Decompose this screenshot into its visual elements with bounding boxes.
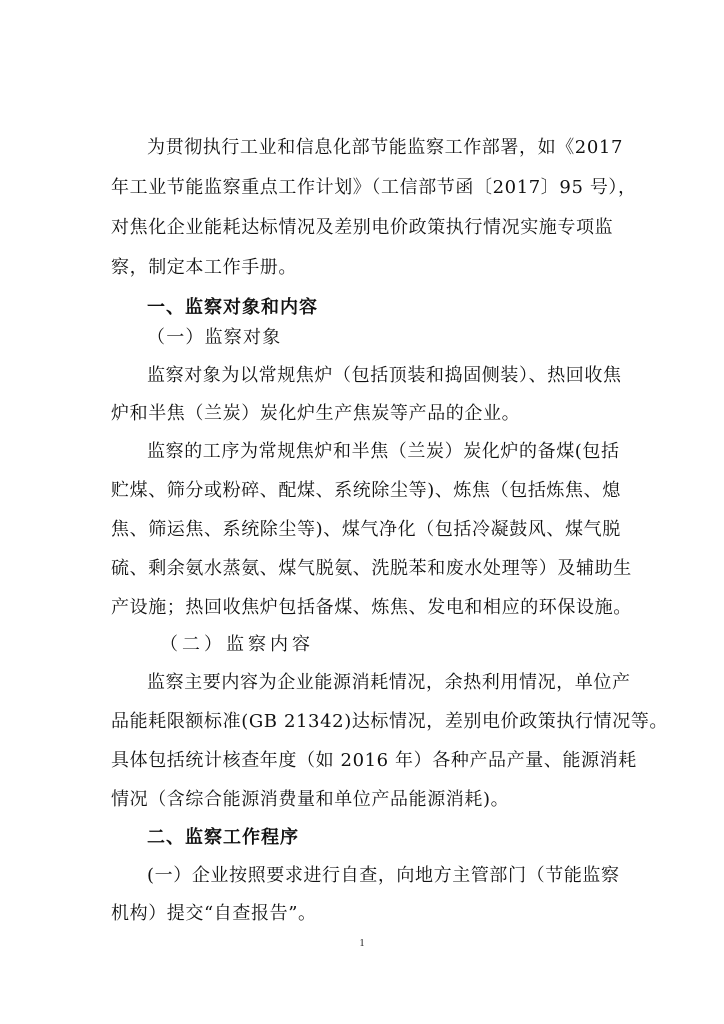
section-2-heading: 二、监察工作程序 [147, 827, 299, 848]
section-1-subheading-2: （二）监察内容 [160, 634, 314, 655]
content-line-4: 情况（含综合能源消费量和单位产品能源消耗)。 [111, 789, 510, 810]
process-line-3: 焦、筛运焦、系统除尘等)、煤气净化（包括冷凝鼓风、煤气脱 [111, 519, 621, 540]
objects-line-2: 炉和半焦（兰炭）炭化炉生产焦炭等产品的企业。 [111, 403, 521, 424]
intro-line-2: 年工业节能监察重点工作计划》（工信部节函〔2017〕95 号）， [111, 177, 637, 198]
intro-line-3: 对焦化企业能耗达标情况及差别电价政策执行情况实施专项监 [111, 217, 614, 238]
content-line-2: 品能耗限额标准(GB 21342)达标情况，差别电价政策执行情况等。 [111, 711, 669, 732]
procedure-line-2: 机构）提交“自查报告”。 [111, 903, 317, 924]
process-line-1: 监察的工序为常规焦炉和半焦（兰炭）炭化炉的备煤(包括 [147, 441, 620, 462]
process-line-5: 产设施；热回收焦炉包括备煤、炼焦、发电和相应的环保设施。 [111, 597, 632, 618]
content-line-1: 监察主要内容为企业能源消耗情况，余热利用情况，单位产 [147, 672, 631, 693]
process-line-4: 硫、剩余氨水蒸氨、煤气脱氨、洗脱苯和废水处理等）及辅助生 [111, 558, 632, 579]
objects-line-1: 监察对象为以常规焦炉（包括顶装和捣固侧装）、热回收焦 [147, 365, 622, 386]
intro-line-1: 为贯彻执行工业和信息化部节能监察工作部署，如《2017 [147, 137, 624, 158]
intro-line-4: 察，制定本工作手册。 [111, 257, 297, 278]
content-line-3: 具体包括统计核查年度（如 2016 年）各种产品产量、能源消耗 [111, 750, 637, 771]
page-number: 1 [359, 938, 365, 949]
section-1-subheading-1: （一）监察对象 [147, 327, 282, 348]
process-line-2: 贮煤、筛分或粉碎、配煤、系统除尘等)、炼焦（包括炼焦、熄 [111, 480, 621, 501]
procedure-line-1: (一）企业按照要求进行自查，向地方主管部门（节能监察 [147, 865, 620, 886]
section-1-heading: 一、监察对象和内容 [147, 297, 318, 318]
